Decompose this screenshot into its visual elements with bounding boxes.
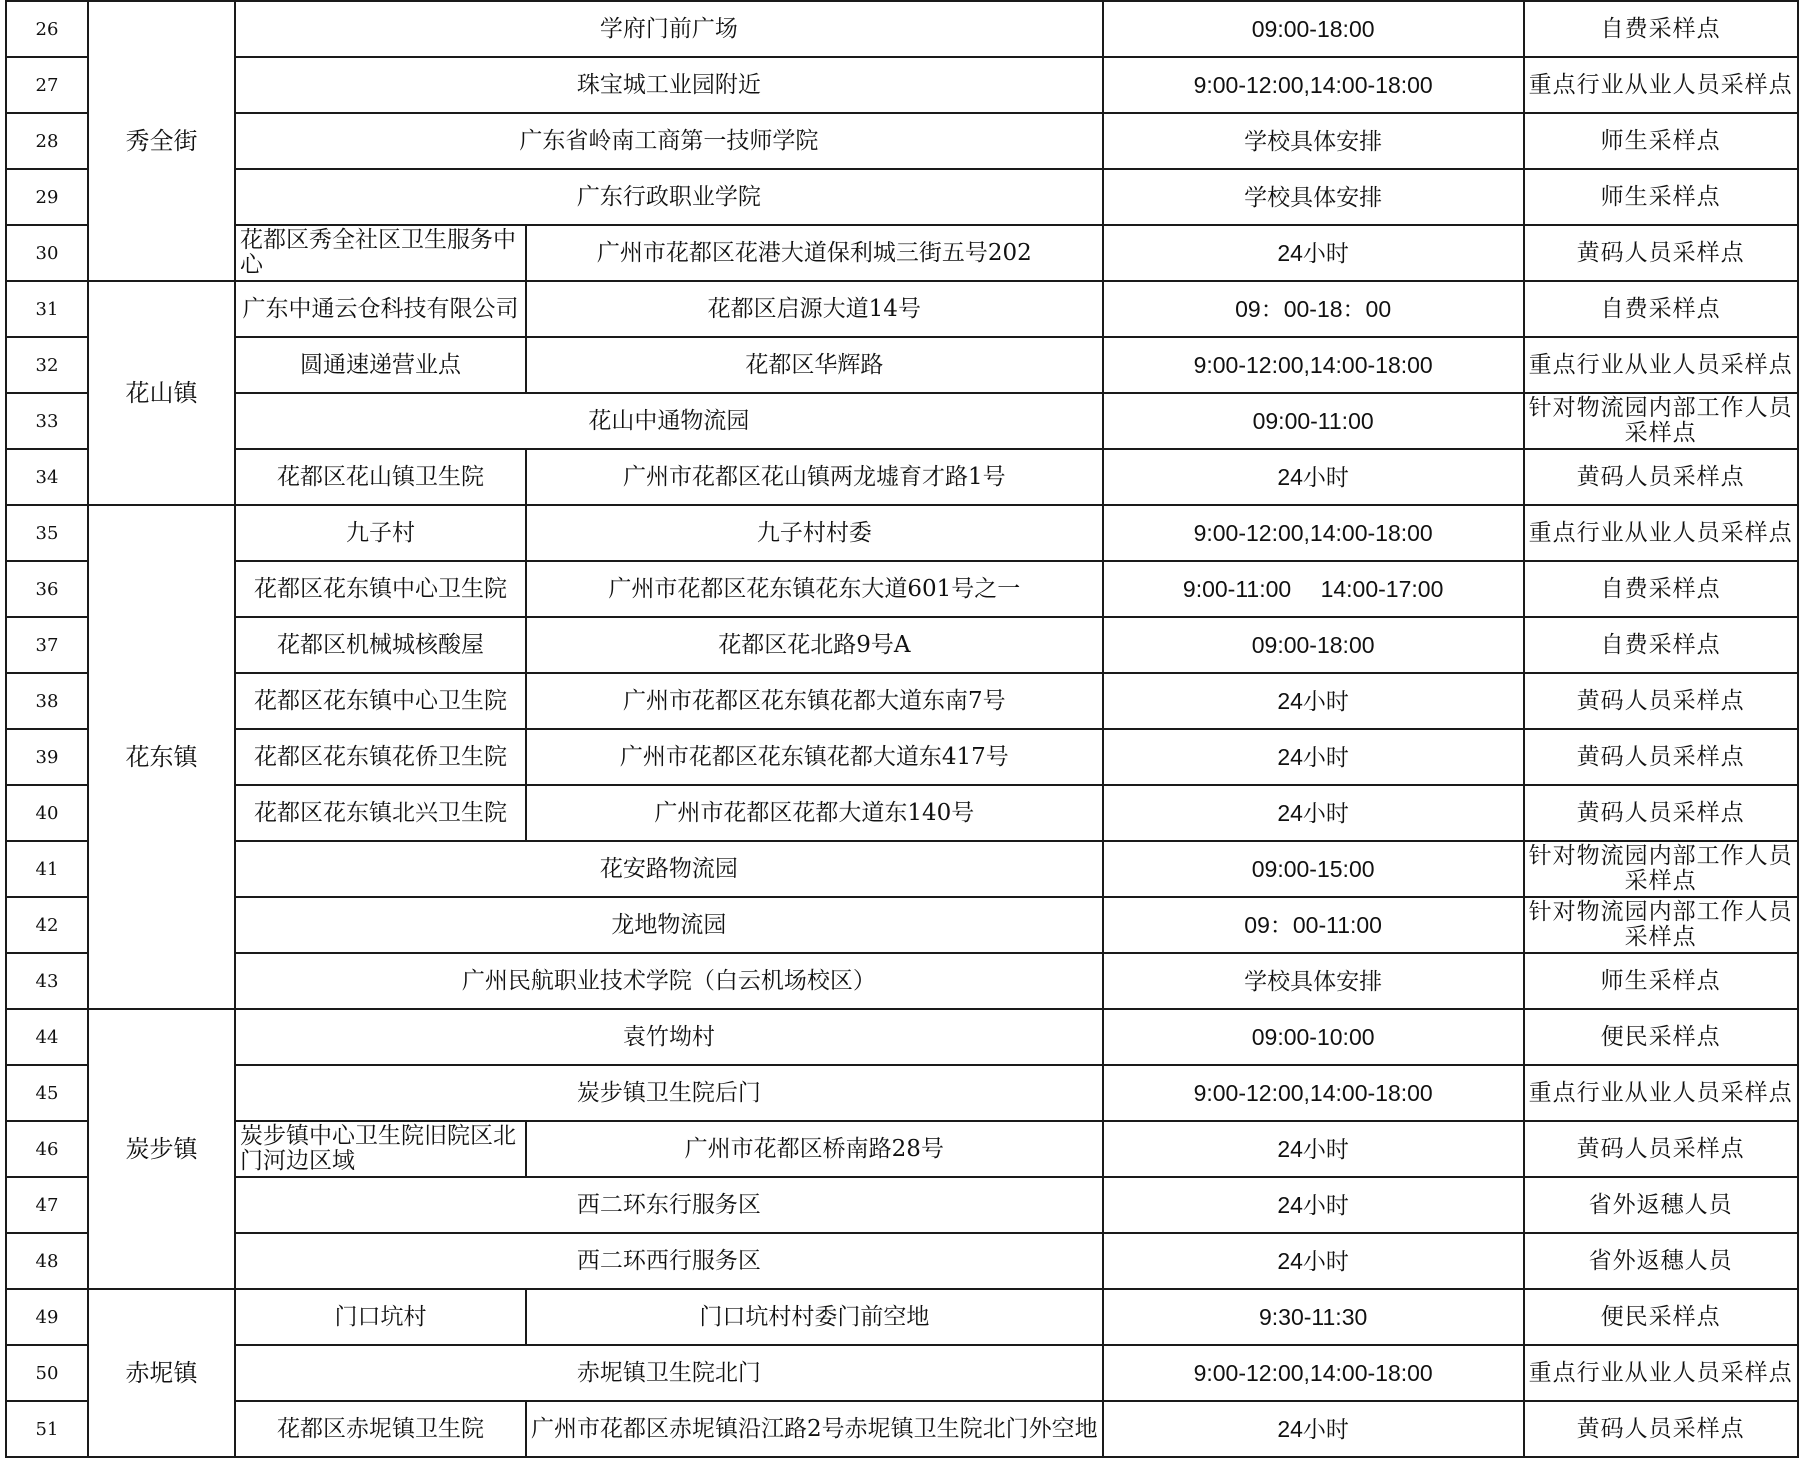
site-type-cell: 重点行业从业人员采样点 xyxy=(1524,57,1798,113)
row-number-cell: 49 xyxy=(6,1289,88,1345)
table-row xyxy=(6,617,1798,673)
opening-hours-cell: 24小时 xyxy=(1103,1121,1524,1177)
table-row xyxy=(6,169,1798,225)
site-name-cell: 珠宝城工业园附近 xyxy=(235,57,1103,113)
opening-hours-cell: 9:00-12:00,14:00-18:00 xyxy=(1103,57,1524,113)
table-row xyxy=(6,673,1798,729)
site-name-cell: 花都区花东镇北兴卫生院 xyxy=(235,785,526,841)
table-row xyxy=(6,1233,1798,1289)
row-number-cell: 42 xyxy=(6,897,88,953)
site-name-cell: 赤坭镇卫生院北门 xyxy=(235,1345,1103,1401)
table-row xyxy=(6,1289,1798,1345)
opening-hours-cell: 24小时 xyxy=(1103,225,1524,281)
opening-hours-cell: 24小时 xyxy=(1103,1233,1524,1289)
table-row xyxy=(6,225,1798,281)
site-address-cell: 九子村村委 xyxy=(526,505,1103,561)
site-name-cell: 袁竹坳村 xyxy=(235,1009,1103,1065)
row-number-cell: 28 xyxy=(6,113,88,169)
site-address-cell: 广州市花都区花东镇花东大道601号之一 xyxy=(526,561,1103,617)
site-address-cell: 广州市花都区花山镇两龙墟育才路1号 xyxy=(526,449,1103,505)
opening-hours-cell: 09:00-10:00 xyxy=(1103,1009,1524,1065)
site-type-cell: 黄码人员采样点 xyxy=(1524,225,1798,281)
opening-hours-cell: 24小时 xyxy=(1103,1401,1524,1457)
table-row xyxy=(6,505,1798,561)
opening-hours-cell: 24小时 xyxy=(1103,729,1524,785)
site-type-cell: 针对物流园内部工作人员采样点 xyxy=(1524,841,1798,897)
row-number-cell: 47 xyxy=(6,1177,88,1233)
site-type-cell: 针对物流园内部工作人员采样点 xyxy=(1524,393,1798,449)
table-row xyxy=(6,1401,1798,1457)
table-row xyxy=(6,393,1798,449)
row-number-cell: 30 xyxy=(6,225,88,281)
site-name-cell: 花山中通物流园 xyxy=(235,393,1103,449)
site-type-cell: 重点行业从业人员采样点 xyxy=(1524,337,1798,393)
opening-hours-cell: 学校具体安排 xyxy=(1103,113,1524,169)
site-address-cell: 广州市花都区花港大道保利城三街五号202 xyxy=(526,225,1103,281)
opening-hours-cell: 09：00-11:00 xyxy=(1103,897,1524,953)
opening-hours-cell: 09:00-18:00 xyxy=(1103,1,1524,57)
table-body xyxy=(6,1,1798,1457)
table-row xyxy=(6,57,1798,113)
site-type-cell: 便民采样点 xyxy=(1524,1289,1798,1345)
row-number-cell: 48 xyxy=(6,1233,88,1289)
table-row xyxy=(6,729,1798,785)
opening-hours-cell: 09:00-15:00 xyxy=(1103,841,1524,897)
town-cell: 花山镇 xyxy=(88,281,235,505)
site-type-cell: 便民采样点 xyxy=(1524,1009,1798,1065)
row-number-cell: 45 xyxy=(6,1065,88,1121)
table-row xyxy=(6,1,1798,57)
site-type-cell: 黄码人员采样点 xyxy=(1524,1121,1798,1177)
opening-hours-cell: 9:00-12:00,14:00-18:00 xyxy=(1103,1065,1524,1121)
table-row xyxy=(6,337,1798,393)
row-number-cell: 33 xyxy=(6,393,88,449)
town-cell: 炭步镇 xyxy=(88,1009,235,1289)
site-type-cell: 重点行业从业人员采样点 xyxy=(1524,1345,1798,1401)
site-name-cell: 门口坑村 xyxy=(235,1289,526,1345)
site-address-cell: 花都区华辉路 xyxy=(526,337,1103,393)
site-name-cell: 广东行政职业学院 xyxy=(235,169,1103,225)
row-number-cell: 44 xyxy=(6,1009,88,1065)
row-number-cell: 26 xyxy=(6,1,88,57)
site-type-cell: 黄码人员采样点 xyxy=(1524,673,1798,729)
site-name-cell: 花都区花东镇中心卫生院 xyxy=(235,561,526,617)
table-row xyxy=(6,785,1798,841)
row-number-cell: 46 xyxy=(6,1121,88,1177)
site-name-cell: 花都区花东镇中心卫生院 xyxy=(235,673,526,729)
row-number-cell: 39 xyxy=(6,729,88,785)
opening-hours-cell: 24小时 xyxy=(1103,1177,1524,1233)
row-number-cell: 38 xyxy=(6,673,88,729)
table-row xyxy=(6,1065,1798,1121)
table-row xyxy=(6,1121,1798,1177)
town-cell: 秀全街 xyxy=(88,1,235,281)
opening-hours-cell: 9:00-12:00,14:00-18:00 xyxy=(1103,505,1524,561)
opening-hours-cell: 24小时 xyxy=(1103,449,1524,505)
row-number-cell: 37 xyxy=(6,617,88,673)
site-name-cell: 花都区赤坭镇卫生院 xyxy=(235,1401,526,1457)
site-type-cell: 黄码人员采样点 xyxy=(1524,1401,1798,1457)
opening-hours-cell: 9:30-11:30 xyxy=(1103,1289,1524,1345)
site-address-cell: 广州市花都区花东镇花都大道东南7号 xyxy=(526,673,1103,729)
site-name-cell: 西二环东行服务区 xyxy=(235,1177,1103,1233)
site-name-cell: 花都区机械城核酸屋 xyxy=(235,617,526,673)
row-number-cell: 36 xyxy=(6,561,88,617)
town-cell: 花东镇 xyxy=(88,505,235,1009)
site-type-cell: 黄码人员采样点 xyxy=(1524,449,1798,505)
opening-hours-cell: 9:00-12:00,14:00-18:00 xyxy=(1103,337,1524,393)
table-row xyxy=(6,841,1798,897)
row-number-cell: 51 xyxy=(6,1401,88,1457)
table-row xyxy=(6,953,1798,1009)
site-type-cell: 自费采样点 xyxy=(1524,1,1798,57)
row-number-cell: 32 xyxy=(6,337,88,393)
site-type-cell: 自费采样点 xyxy=(1524,281,1798,337)
site-address-cell: 广州市花都区花东镇花都大道东417号 xyxy=(526,729,1103,785)
opening-hours-cell: 学校具体安排 xyxy=(1103,953,1524,1009)
town-cell: 赤坭镇 xyxy=(88,1289,235,1457)
row-number-cell: 41 xyxy=(6,841,88,897)
site-type-cell: 自费采样点 xyxy=(1524,561,1798,617)
site-type-cell: 重点行业从业人员采样点 xyxy=(1524,1065,1798,1121)
site-type-cell: 黄码人员采样点 xyxy=(1524,785,1798,841)
row-number-cell: 29 xyxy=(6,169,88,225)
site-name-cell: 圆通速递营业点 xyxy=(235,337,526,393)
site-name-cell: 西二环西行服务区 xyxy=(235,1233,1103,1289)
site-name-cell: 广州民航职业技术学院（白云机场校区） xyxy=(235,953,1103,1009)
site-name-cell: 广东省岭南工商第一技师学院 xyxy=(235,113,1103,169)
site-name-cell: 花都区花山镇卫生院 xyxy=(235,449,526,505)
opening-hours-cell: 09:00-18:00 xyxy=(1103,617,1524,673)
site-address-cell: 花都区花北路9号A xyxy=(526,617,1103,673)
opening-hours-cell: 24小时 xyxy=(1103,785,1524,841)
site-type-cell: 省外返穗人员 xyxy=(1524,1233,1798,1289)
site-name-cell: 九子村 xyxy=(235,505,526,561)
table-row xyxy=(6,561,1798,617)
site-name-cell: 花都区秀全社区卫生服务中心 xyxy=(235,225,526,281)
site-name-cell: 炭步镇中心卫生院旧院区北门河边区域 xyxy=(235,1121,526,1177)
row-number-cell: 43 xyxy=(6,953,88,1009)
table-row xyxy=(6,897,1798,953)
opening-hours-cell: 9:00-11:00 14:00-17:00 xyxy=(1103,561,1524,617)
table-row xyxy=(6,281,1798,337)
table-row xyxy=(6,113,1798,169)
site-address-cell: 广州市花都区桥南路28号 xyxy=(526,1121,1103,1177)
row-number-cell: 34 xyxy=(6,449,88,505)
site-name-cell: 龙地物流园 xyxy=(235,897,1103,953)
table-row xyxy=(6,449,1798,505)
site-name-cell: 花安路物流园 xyxy=(235,841,1103,897)
row-number-cell: 27 xyxy=(6,57,88,113)
opening-hours-cell: 09:00-11:00 xyxy=(1103,393,1524,449)
opening-hours-cell: 学校具体安排 xyxy=(1103,169,1524,225)
sampling-sites-table xyxy=(5,0,1799,1458)
table-row xyxy=(6,1009,1798,1065)
row-number-cell: 40 xyxy=(6,785,88,841)
row-number-cell: 35 xyxy=(6,505,88,561)
site-type-cell: 黄码人员采样点 xyxy=(1524,729,1798,785)
row-number-cell: 31 xyxy=(6,281,88,337)
opening-hours-cell: 9:00-12:00,14:00-18:00 xyxy=(1103,1345,1524,1401)
opening-hours-cell: 24小时 xyxy=(1103,673,1524,729)
table-row xyxy=(6,1345,1798,1401)
site-address-cell: 花都区启源大道14号 xyxy=(526,281,1103,337)
opening-hours-cell: 09：00-18：00 xyxy=(1103,281,1524,337)
site-type-cell: 师生采样点 xyxy=(1524,169,1798,225)
site-name-cell: 花都区花东镇花侨卫生院 xyxy=(235,729,526,785)
table-row xyxy=(6,1177,1798,1233)
site-type-cell: 师生采样点 xyxy=(1524,953,1798,1009)
site-type-cell: 师生采样点 xyxy=(1524,113,1798,169)
site-address-cell: 广州市花都区赤坭镇沿江路2号赤坭镇卫生院北门外空地 xyxy=(526,1401,1103,1457)
site-type-cell: 省外返穗人员 xyxy=(1524,1177,1798,1233)
site-address-cell: 门口坑村村委门前空地 xyxy=(526,1289,1103,1345)
site-name-cell: 学府门前广场 xyxy=(235,1,1103,57)
site-address-cell: 广州市花都区花都大道东140号 xyxy=(526,785,1103,841)
row-number-cell: 50 xyxy=(6,1345,88,1401)
site-type-cell: 自费采样点 xyxy=(1524,617,1798,673)
site-type-cell: 重点行业从业人员采样点 xyxy=(1524,505,1798,561)
site-type-cell: 针对物流园内部工作人员采样点 xyxy=(1524,897,1798,953)
site-name-cell: 炭步镇卫生院后门 xyxy=(235,1065,1103,1121)
site-name-cell: 广东中通云仓科技有限公司 xyxy=(235,281,526,337)
